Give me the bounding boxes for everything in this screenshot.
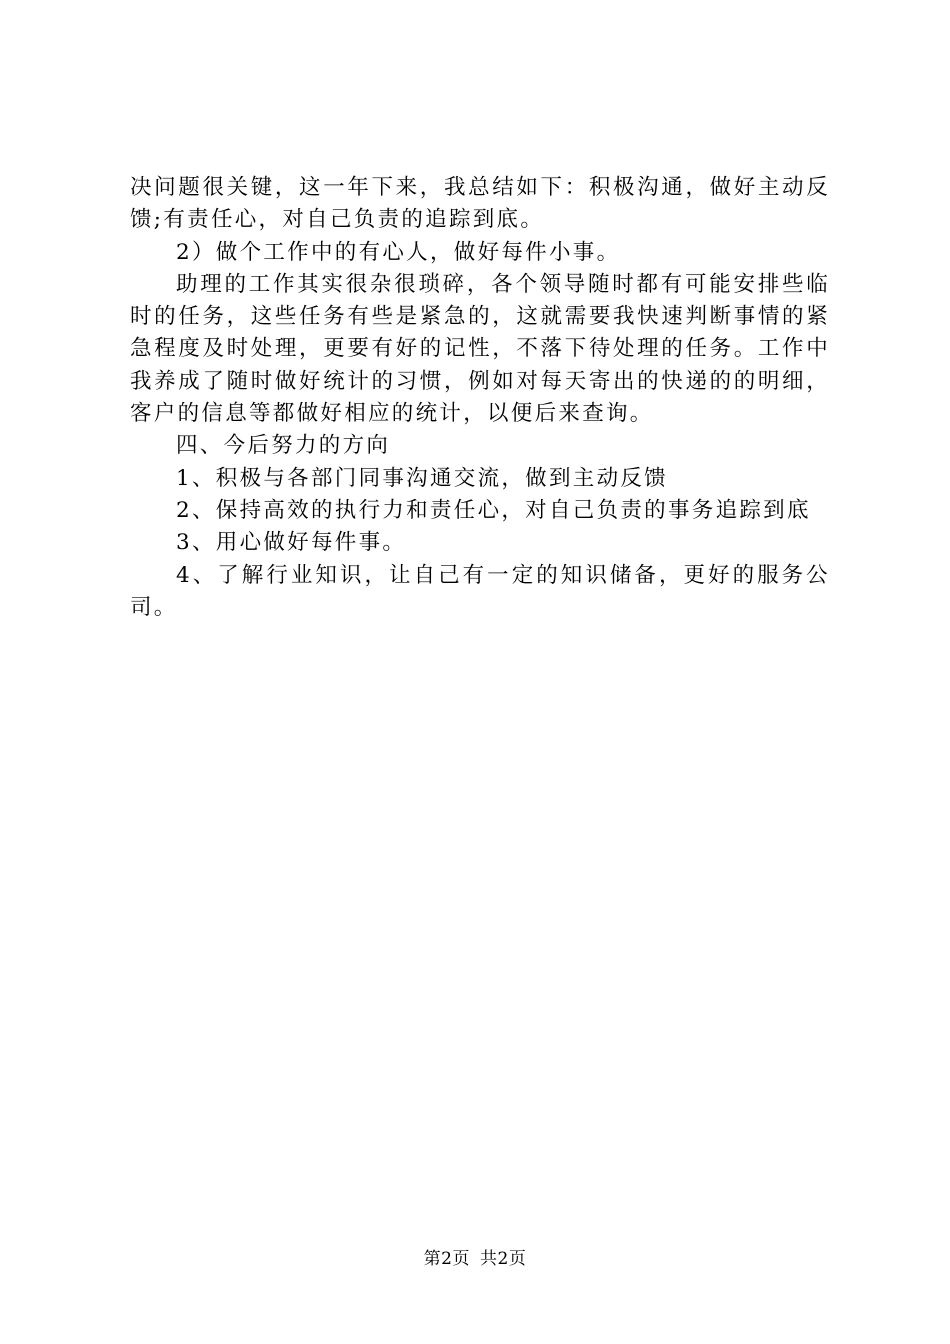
- page-footer: [0, 1244, 950, 1269]
- page-number-total: 共2页: [480, 1249, 527, 1269]
- list-item-3: 3、用心做好每件事。: [176, 530, 407, 556]
- paragraph-assistant-work: 助理的工作其实很杂很琐碎，各个领导随时都有可能安排些临时的任务，这些任务有些是紧急的，这就需要我快速判断事情的紧急程度及时处理，更要有好的记性，不落下待处理的任务。工作中我养成了随时做好统计的习惯，例如对每天寄出的快递的的明细，客户的信息等都做好相应的统计，以便后来查询。: [130, 271, 830, 427]
- list-item-1: 1、积极与各部门同事沟通交流，做到主动反馈: [176, 465, 668, 491]
- list-item-2: 2、保持高效的执行力和责任心，对自己负责的事务追踪到底: [176, 497, 811, 523]
- paragraph-continued: 决问题很关键，这一年下来，我总结如下：积极沟通，做好主动反馈;有责任心，对自己负责的追踪到底。: [130, 175, 830, 233]
- document-body: [130, 172, 830, 624]
- page-number-current: 第2页: [423, 1249, 470, 1269]
- list-item-4: 4、了解行业知识，让自己有一定的知识储备，更好的服务公司。: [130, 562, 830, 620]
- paragraph-point-2: 2）做个工作中的有心人，做好每件小事。: [176, 239, 621, 265]
- section-heading-future-direction: 四、今后努力的方向: [176, 433, 391, 459]
